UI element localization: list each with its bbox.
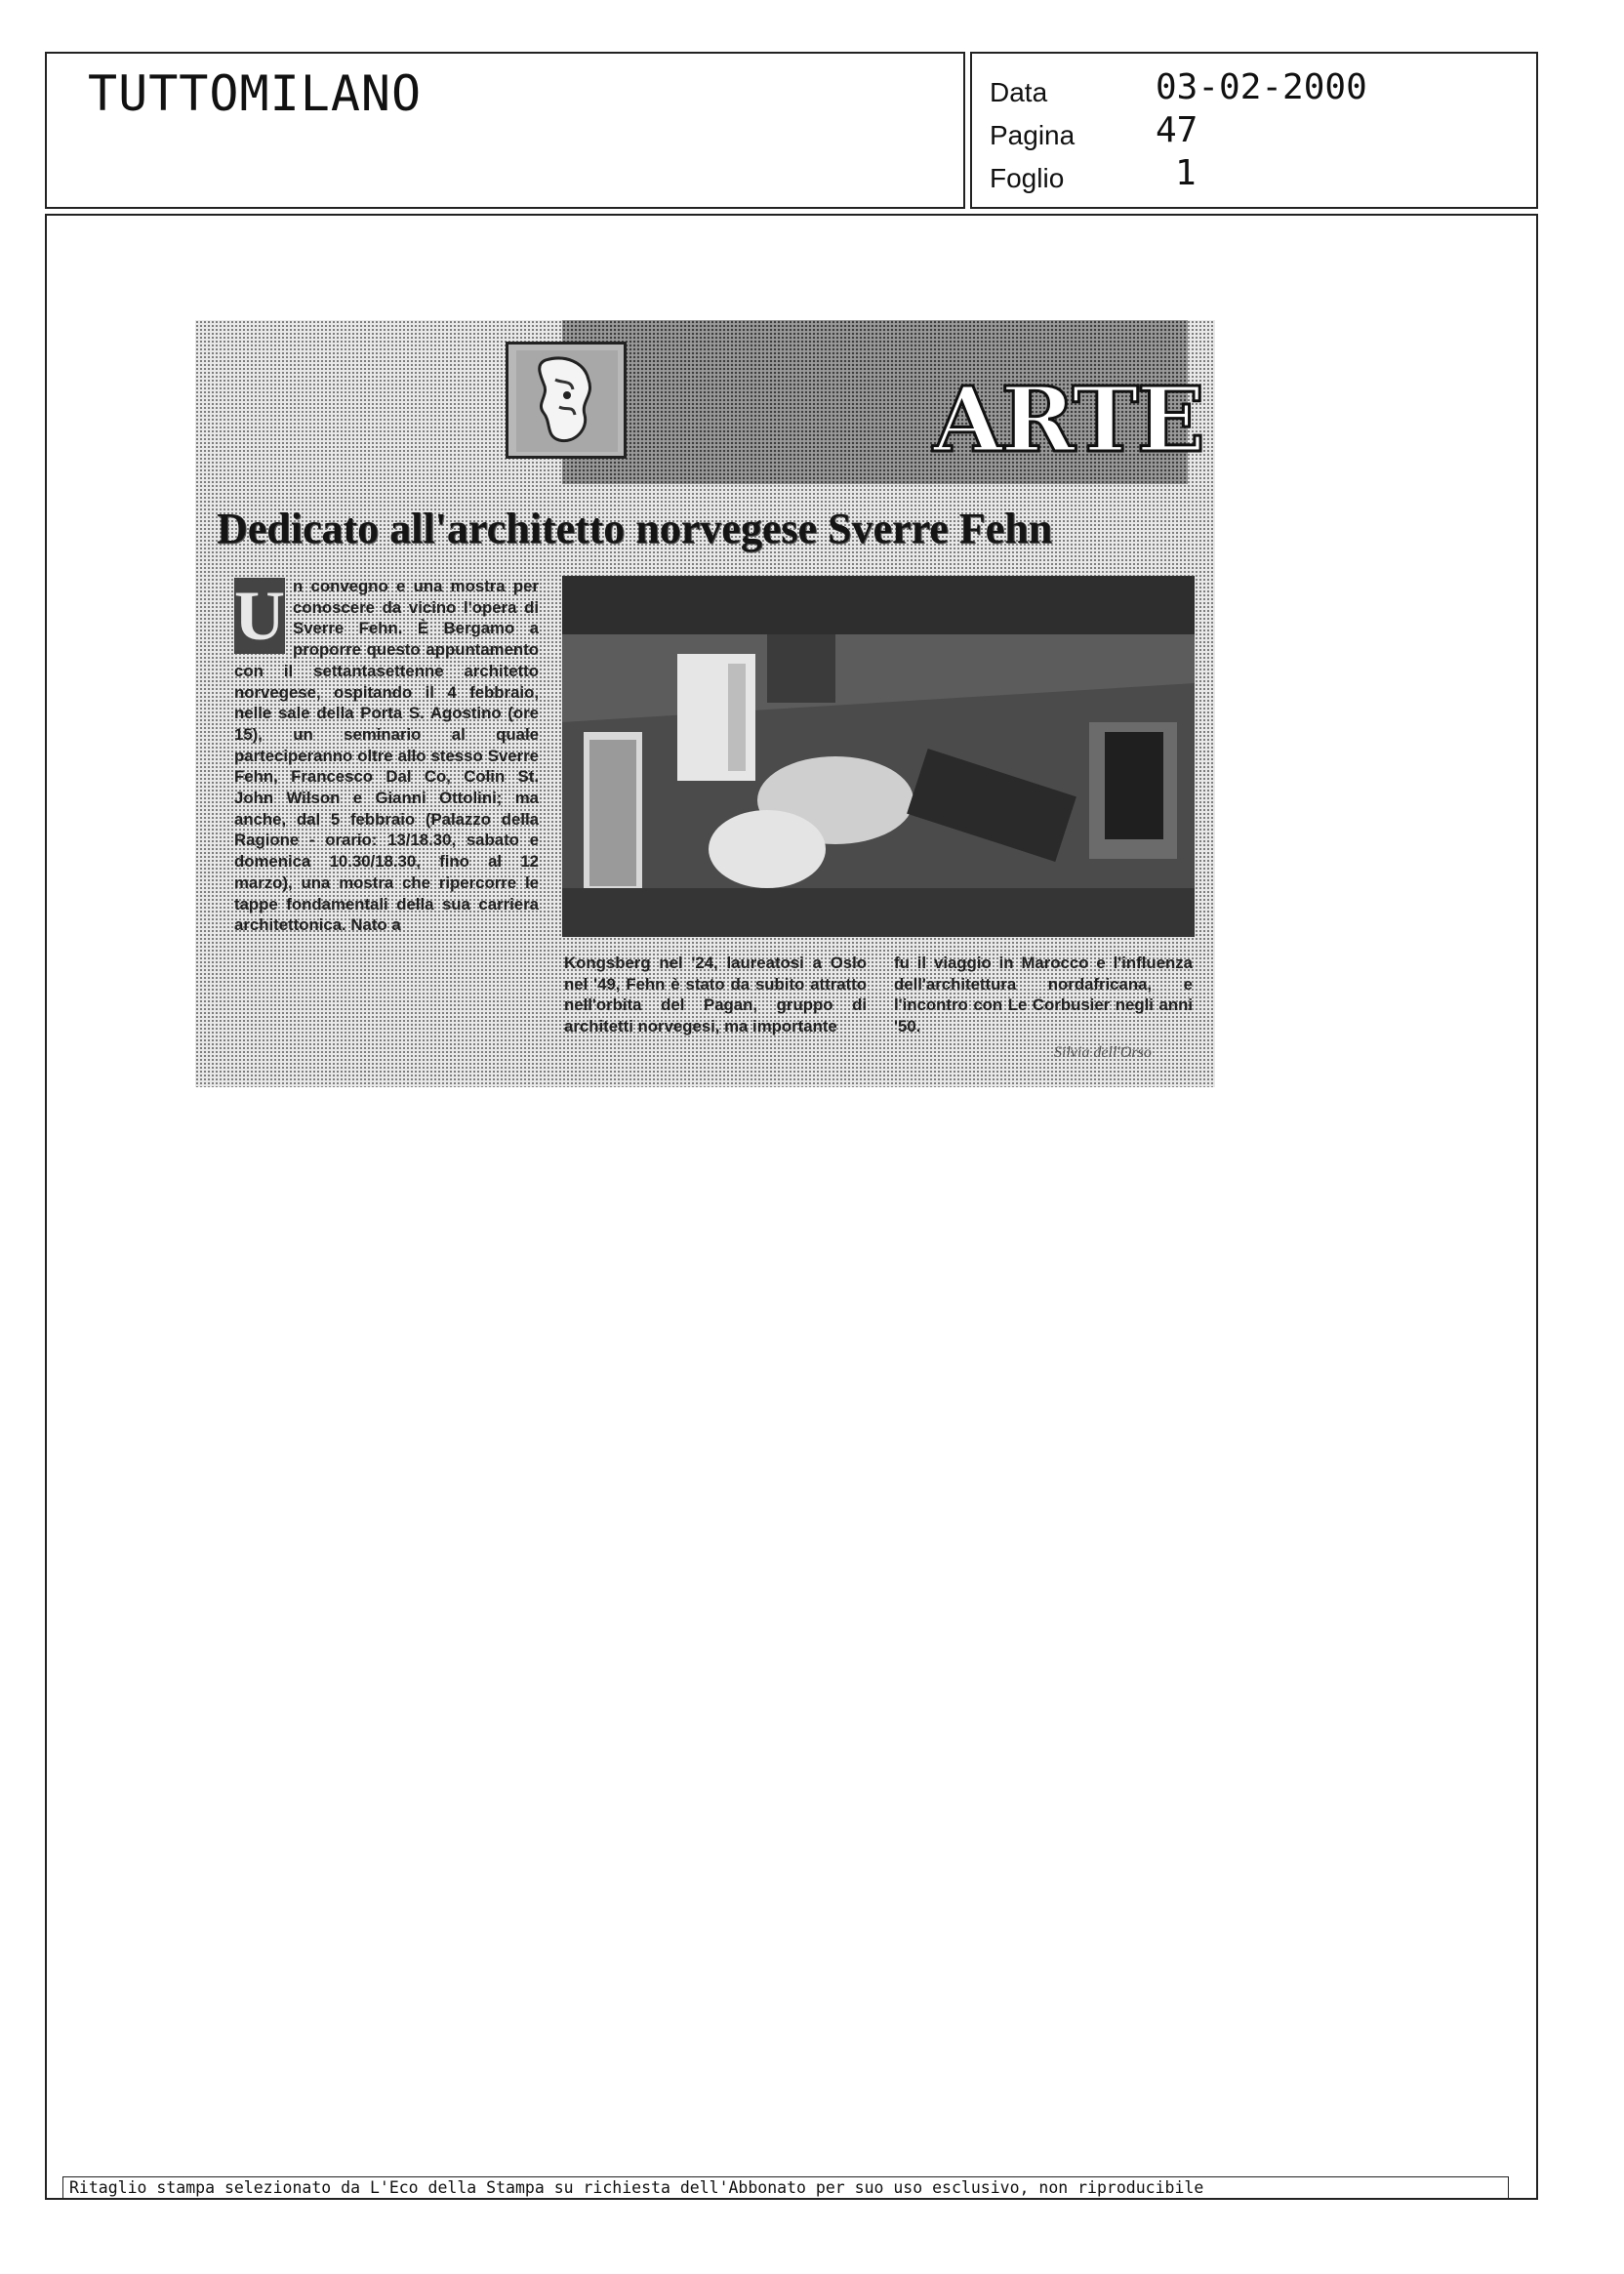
article-byline: Silvia dell'Orso (1054, 1044, 1152, 1061)
section-logo-icon (506, 342, 627, 459)
press-clipping (195, 320, 1215, 1087)
meta-row-date (990, 67, 1517, 110)
article-column-3: fu il viaggio in Marocco e l'influenza dell'architettura nordafricana, e l'incontro con Le Corbusier negli anni '50. (894, 954, 1193, 1036)
article-photo (562, 576, 1195, 937)
footer-disclaimer-box (62, 2176, 1509, 2200)
meta-label: Data (990, 77, 1048, 107)
footer-disclaimer: Ritaglio stampa selezionato da L'Eco della Stampa su richiesta dell'Abbonato per suo uso esclusivo, non riproducibile (69, 2178, 1204, 2197)
masthead-box (45, 52, 965, 209)
article-column-2: Kongsberg nel '24, laureatosi a Oslo nel '49, Fehn è stato da subito attratto nell'orbita del Pagan, gruppo di architetti norvegesi, ma importante (564, 954, 867, 1036)
article-headline: Dedicato all'architetto norvegese Sverre Fehn (217, 505, 1053, 552)
meta-value: 03-02-2000 (1156, 67, 1367, 107)
meta-value: 1 (1175, 153, 1197, 193)
interior-photo-image (562, 576, 1195, 937)
section-title: ARTE (933, 367, 1203, 472)
drop-cap: U (234, 577, 285, 655)
meta-label: Pagina (990, 120, 1076, 150)
article-text: n convegno e una mostra per conoscere da vicino l'opera di Sverre Fehn. È Bergamo a proporre questo appuntamento con il settantasettenne architetto norvegese, ospitando il 4 febbraio, nelle sale della Porta S. Agostino (ore 15), un seminario al quale parteciperanno oltre allo stesso Sverre Fehn, Francesco Dal Co, Colin St. John Wilson e Gianni Ottolini; ma anche, dal 5 febbraio (Palazzo della Ragione - orario: 13/18.30, sabato e domenica 10.30/18.30, fino al 12 marzo), una mostra che ripercorre le tappe fondamentali della sua carriera architettonica. Nato a (234, 577, 539, 935)
meta-value: 47 (1156, 110, 1198, 150)
article-column-1 (234, 576, 539, 936)
meta-row-sheet (990, 153, 1517, 196)
metadata-box (970, 52, 1538, 209)
meta-label: Foglio (990, 163, 1065, 193)
meta-row-page (990, 110, 1517, 153)
publication-name: TUTTOMILANO (88, 65, 423, 122)
